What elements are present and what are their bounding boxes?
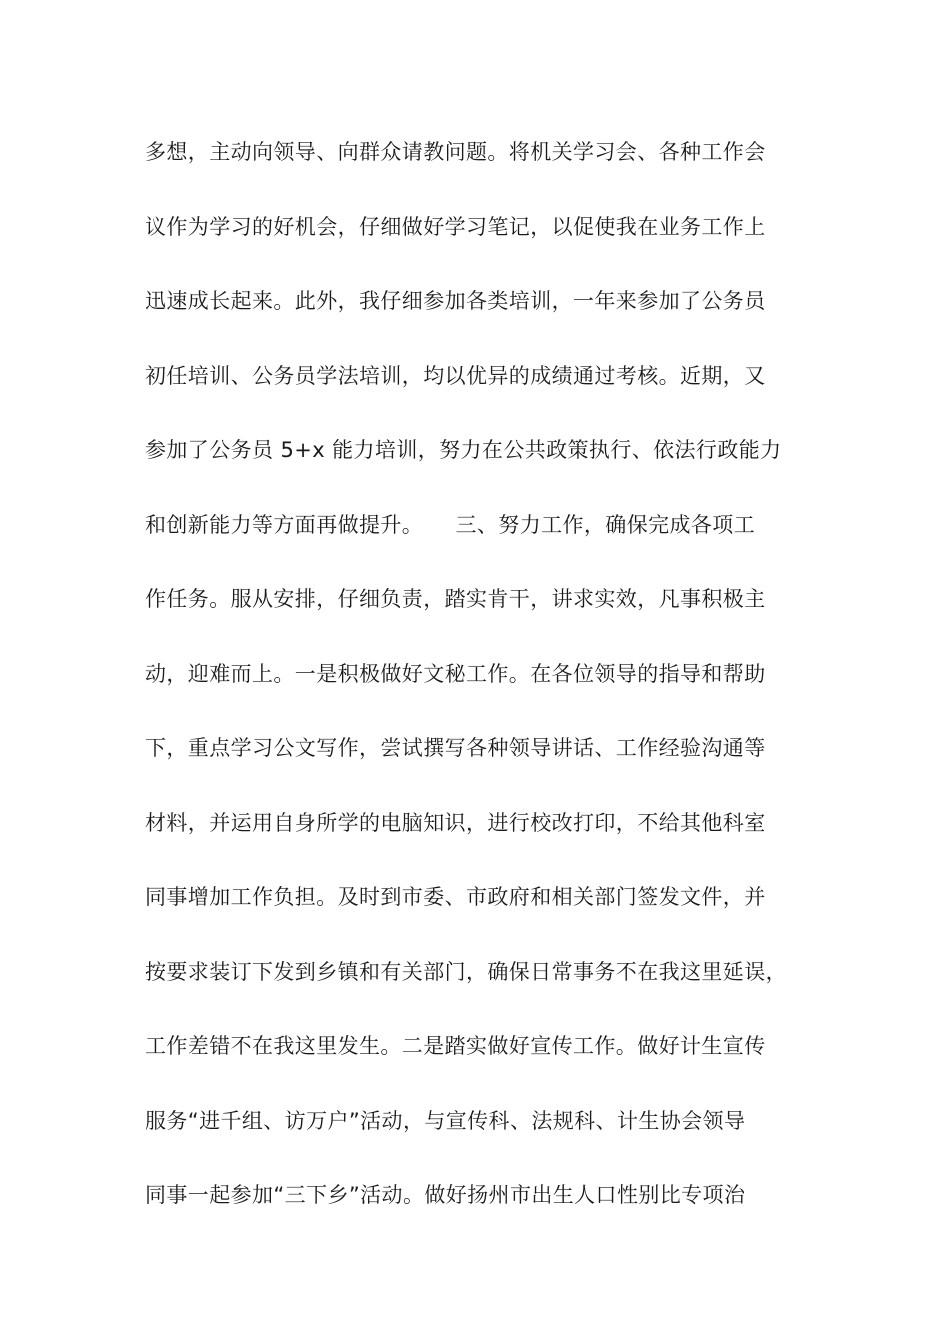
text-line: 材料，并运用自身所学的电脑知识，进行校改打印，不给其他科室 — [145, 810, 766, 835]
text-line: 工作差错不在我这里发生。二是踏实做好宣传工作。做好计生宣传 — [145, 1034, 766, 1058]
text-line: 议作为学习的好机会，仔细做好学习笔记，以促使我在业务工作上 — [145, 214, 766, 239]
text-line: 作任务。服从安排，仔细负责，踏实肯干，讲求实效，凡事积极主 — [145, 587, 766, 611]
text-line: 下，重点学习公文写作，尝试撰写各种领导讲话、工作经验沟通等 — [145, 736, 766, 760]
text-line: 参加了公务员 5+x 能力培训，努力在公共政策执行、依法行政能力 — [145, 438, 782, 462]
text-line: 多想，主动向领导、向群众请教问题。将机关学习会、各种工作会 — [145, 140, 766, 164]
text-line: 同事增加工作负担。及时到市委、市政府和相关部门签发文件，并 — [145, 885, 766, 909]
text-line: 和创新能力等方面再做提升。 三、努力工作，确保完成各项工 — [145, 512, 756, 537]
text-line: 按要求装订下发到乡镇和有关部门，确保日常事务不在我这里延误， — [145, 959, 787, 984]
text-line: 初任培训、公务员学法培训，均以优异的成绩通过考核。近期，又 — [145, 363, 766, 388]
text-line: 迅速成长起来。此外，我仔细参加各类培训，一年来参加了公务员 — [145, 289, 766, 313]
text-line: 动，迎难而上。一是积极做好文秘工作。在各位领导的指导和帮助 — [145, 661, 766, 686]
body-text — [145, 132, 825, 1250]
text-line: 服务“进千组、访万户”活动，与宣传科、法规科、计生协会领导 — [145, 1108, 746, 1133]
text-line: 同事一起参加“三下乡”活动。做好扬州市出生人口性别比专项治 — [145, 1183, 746, 1207]
